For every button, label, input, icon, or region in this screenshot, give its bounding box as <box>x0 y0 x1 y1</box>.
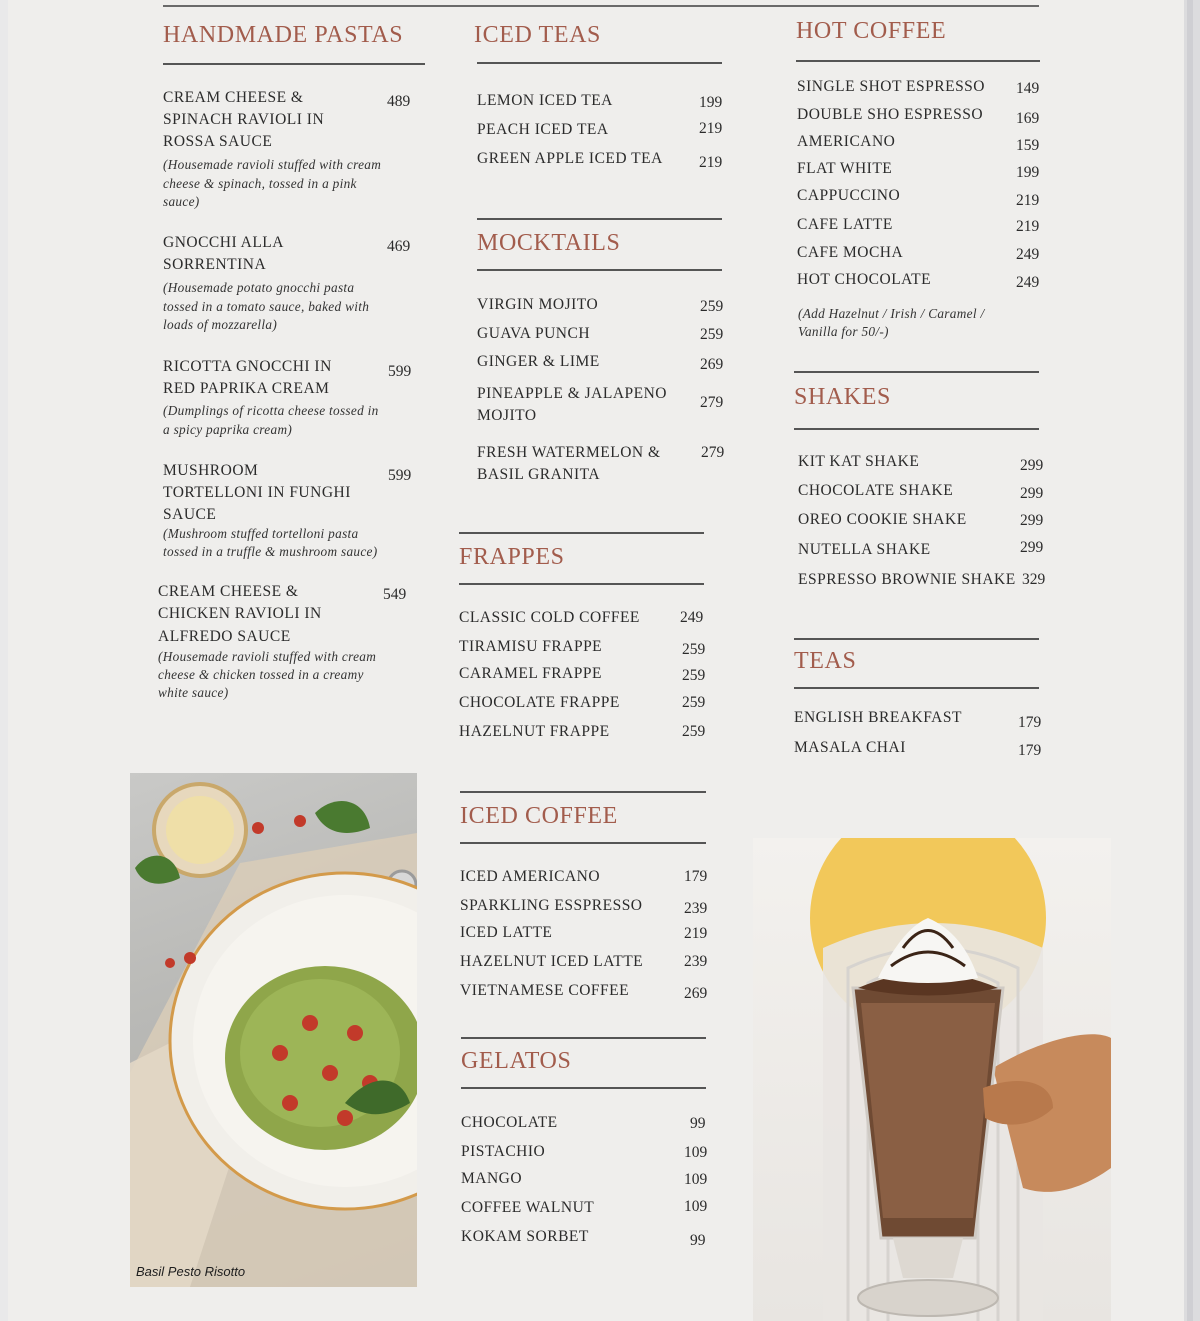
pasta-description: (Dumplings of ricotta cheese tossed in <box>163 403 379 418</box>
hot-coffee-price: 219 <box>1016 192 1040 209</box>
iced-coffee-heading: ICED COFFEE <box>460 803 618 829</box>
hot-coffee-price: 249 <box>1016 274 1040 291</box>
pasta-price: 599 <box>388 363 412 380</box>
window-edge <box>1184 0 1200 1321</box>
iced-coffee-name: SPARKLING ESSPRESSO <box>460 897 643 914</box>
pasta-description: a spicy paprika cream) <box>163 422 293 437</box>
hot-coffee-price: 169 <box>1016 110 1040 127</box>
gelatos-heading: GELATOS <box>461 1048 572 1074</box>
mocktails-top-divider <box>477 218 722 220</box>
iced-tea-price: 219 <box>699 154 723 171</box>
teas-top-divider <box>794 638 1039 640</box>
tea-price: 179 <box>1018 742 1042 759</box>
teas-divider <box>794 687 1039 689</box>
iced-coffee-top-divider <box>460 791 706 793</box>
gelato-price: 99 <box>690 1115 706 1132</box>
mocktail-name: GUAVA PUNCH <box>477 325 591 342</box>
tea-name: ENGLISH BREAKFAST <box>794 709 962 726</box>
hot-coffee-price: 149 <box>1016 80 1040 97</box>
hot-coffee-name: CAFE LATTE <box>797 216 893 233</box>
hot-coffee-price: 159 <box>1016 137 1040 154</box>
milkshake-photo <box>753 838 1111 1321</box>
pasta-name-line: SAUCE <box>163 506 217 523</box>
pasta-description: cheese & chicken tossed in a creamy <box>158 667 364 682</box>
gelatos-top-divider <box>461 1037 706 1039</box>
pasta-price: 549 <box>383 586 407 603</box>
frappe-name: CARAMEL FRAPPE <box>459 665 602 682</box>
iced-coffee-divider <box>460 842 706 844</box>
mocktail-name-line: PINEAPPLE & JALAPENO <box>477 385 667 402</box>
gelato-name: CHOCOLATE <box>461 1114 558 1131</box>
iced-tea-name: GREEN APPLE ICED TEA <box>477 150 663 167</box>
mocktail-price: 279 <box>701 444 725 461</box>
hot-coffee-name: CAFE MOCHA <box>797 244 904 261</box>
frappe-name: CLASSIC COLD COFFEE <box>459 609 640 626</box>
hot-coffee-name: DOUBLE SHO ESPRESSO <box>797 106 984 123</box>
frappe-price: 259 <box>682 667 706 684</box>
frappe-name: HAZELNUT FRAPPE <box>459 723 610 740</box>
mocktail-name: GINGER & LIME <box>477 353 600 370</box>
gelato-price: 109 <box>684 1171 708 1188</box>
hot-coffee-price: 249 <box>1016 246 1040 263</box>
pasta-name-line: ROSSA SAUCE <box>163 133 273 150</box>
shake-name: NUTELLA SHAKE <box>798 541 931 558</box>
mocktail-price: 259 <box>700 326 724 343</box>
mocktail-name: VIRGIN MOJITO <box>477 296 599 313</box>
menu-page <box>8 0 1184 1321</box>
iced-tea-price: 219 <box>699 120 723 137</box>
shake-price: 299 <box>1020 485 1044 502</box>
frappe-price: 259 <box>682 723 706 740</box>
tea-name: MASALA CHAI <box>794 739 906 756</box>
shake-price: 299 <box>1020 457 1044 474</box>
hot-coffee-price: 219 <box>1016 218 1040 235</box>
pasta-description: (Mushroom stuffed tortelloni pasta <box>163 526 359 541</box>
hot-coffee-divider <box>796 60 1040 62</box>
iced-coffee-name: HAZELNUT ICED LATTE <box>460 953 644 970</box>
frappe-price: 259 <box>682 641 706 658</box>
pasta-name-line: SPINACH RAVIOLI IN <box>163 111 325 128</box>
iced-teas-heading: ICED TEAS <box>474 22 601 48</box>
iced-tea-name: LEMON ICED TEA <box>477 92 613 109</box>
pasta-description: loads of mozzarella) <box>163 317 278 332</box>
gelato-name: PISTACHIO <box>461 1143 546 1160</box>
mocktail-price: 269 <box>700 356 724 373</box>
hot-coffee-name: AMERICANO <box>797 133 896 150</box>
iced-coffee-name: ICED AMERICANO <box>460 868 601 885</box>
pasta-name-line: GNOCCHI ALLA <box>163 234 284 251</box>
frappes-top-divider <box>459 532 704 534</box>
risotto-illustration <box>130 773 417 1287</box>
mocktails-divider <box>477 269 722 271</box>
iced-coffee-price: 239 <box>684 900 708 917</box>
iced-coffee-price: 269 <box>684 985 708 1002</box>
shakes-heading: SHAKES <box>794 384 891 410</box>
gelato-price: 109 <box>684 1198 708 1215</box>
shake-price: 299 <box>1020 539 1044 556</box>
hot-coffee-name: HOT CHOCOLATE <box>797 271 932 288</box>
mocktail-name-line: FRESH WATERMELON & <box>477 444 661 461</box>
tea-price: 179 <box>1018 714 1042 731</box>
pasta-description: (Housemade ravioli stuffed with cream <box>163 157 382 172</box>
shake-price: 299 <box>1020 512 1044 529</box>
iced-teas-divider <box>477 62 722 64</box>
iced-coffee-price: 239 <box>684 953 708 970</box>
iced-tea-name: PEACH ICED TEA <box>477 121 609 138</box>
pasta-description: tossed in a tomato sauce, baked with <box>163 299 370 314</box>
frappe-price: 249 <box>680 609 704 626</box>
hot-coffee-heading: HOT COFFEE <box>796 18 947 44</box>
mocktail-name-line: MOJITO <box>477 407 537 424</box>
pasta-name-line: SORRENTINA <box>163 256 267 273</box>
shake-name: KIT KAT SHAKE <box>798 453 920 470</box>
iced-tea-price: 199 <box>699 94 723 111</box>
frappes-heading: FRAPPES <box>459 544 565 570</box>
mocktail-price: 259 <box>700 298 724 315</box>
iced-coffee-name: ICED LATTE <box>460 924 553 941</box>
shake-price: 329 <box>1022 571 1046 588</box>
milkshake-illustration <box>753 838 1111 1321</box>
iced-coffee-price: 179 <box>684 868 708 885</box>
pasta-name-line: CHICKEN RAVIOLI IN <box>158 605 322 622</box>
pasta-name-line: CREAM CHEESE & <box>158 583 299 600</box>
pasta-description: (Housemade potato gnocchi pasta <box>163 280 355 295</box>
shake-name: ESPRESSO BROWNIE SHAKE <box>798 571 1016 588</box>
frappe-price: 259 <box>682 694 706 711</box>
hot-coffee-note: (Add Hazelnut / Irish / Caramel / <box>798 306 985 321</box>
pasta-name-line: TORTELLONI IN FUNGHI <box>163 484 351 501</box>
pasta-name-line: MUSHROOM <box>163 462 259 479</box>
pasta-description: tossed in a truffle & mushroom sauce) <box>163 544 378 559</box>
gelato-name: COFFEE WALNUT <box>461 1199 595 1216</box>
gelato-price: 99 <box>690 1232 706 1249</box>
pasta-price: 599 <box>388 467 412 484</box>
gelato-name: KOKAM SORBET <box>461 1228 589 1245</box>
risotto-caption: Basil Pesto Risotto <box>136 1264 246 1279</box>
iced-coffee-price: 219 <box>684 925 708 942</box>
gelato-price: 109 <box>684 1144 708 1161</box>
pastas-heading: HANDMADE PASTAS <box>163 22 404 48</box>
mocktail-name-line: BASIL GRANITA <box>477 466 601 483</box>
shakes-top-divider <box>794 371 1039 373</box>
shakes-divider <box>794 428 1039 430</box>
hot-coffee-name: SINGLE SHOT ESPRESSO <box>797 78 986 95</box>
teas-heading: TEAS <box>794 648 857 674</box>
frappe-name: TIRAMISU FRAPPE <box>459 638 603 655</box>
pasta-description: cheese & spinach, tossed in a pink <box>163 176 357 191</box>
hot-coffee-name: FLAT WHITE <box>797 160 893 177</box>
iced-coffee-name: VIETNAMESE COFFEE <box>460 982 630 999</box>
gelato-name: MANGO <box>461 1170 523 1187</box>
pasta-name-line: CREAM CHEESE & <box>163 89 304 106</box>
hot-coffee-price: 199 <box>1016 164 1040 181</box>
pasta-description: (Housemade ravioli stuffed with cream <box>158 649 377 664</box>
frappe-name: CHOCOLATE FRAPPE <box>459 694 620 711</box>
gelatos-divider <box>461 1087 706 1089</box>
risotto-photo <box>130 773 417 1287</box>
pasta-description: white sauce) <box>158 685 229 700</box>
shake-name: OREO COOKIE SHAKE <box>798 511 967 528</box>
hot-coffee-note: Vanilla for 50/-) <box>798 324 889 339</box>
hot-coffee-name: CAPPUCCINO <box>797 187 901 204</box>
pasta-name-line: RED PAPRIKA CREAM <box>163 380 330 397</box>
pastas-divider <box>163 63 425 65</box>
mocktail-price: 279 <box>700 394 724 411</box>
mocktails-heading: MOCKTAILS <box>477 230 621 256</box>
pasta-name-line: ALFREDO SAUCE <box>158 628 291 645</box>
scrollbar-track[interactable] <box>1187 0 1193 1321</box>
pasta-price: 489 <box>387 93 411 110</box>
pasta-name-line: RICOTTA GNOCCHI IN <box>163 358 332 375</box>
pasta-price: 469 <box>387 238 411 255</box>
pasta-description: sauce) <box>163 194 200 209</box>
shake-name: CHOCOLATE SHAKE <box>798 482 954 499</box>
frappes-divider <box>459 583 704 585</box>
top-divider <box>163 5 1039 7</box>
